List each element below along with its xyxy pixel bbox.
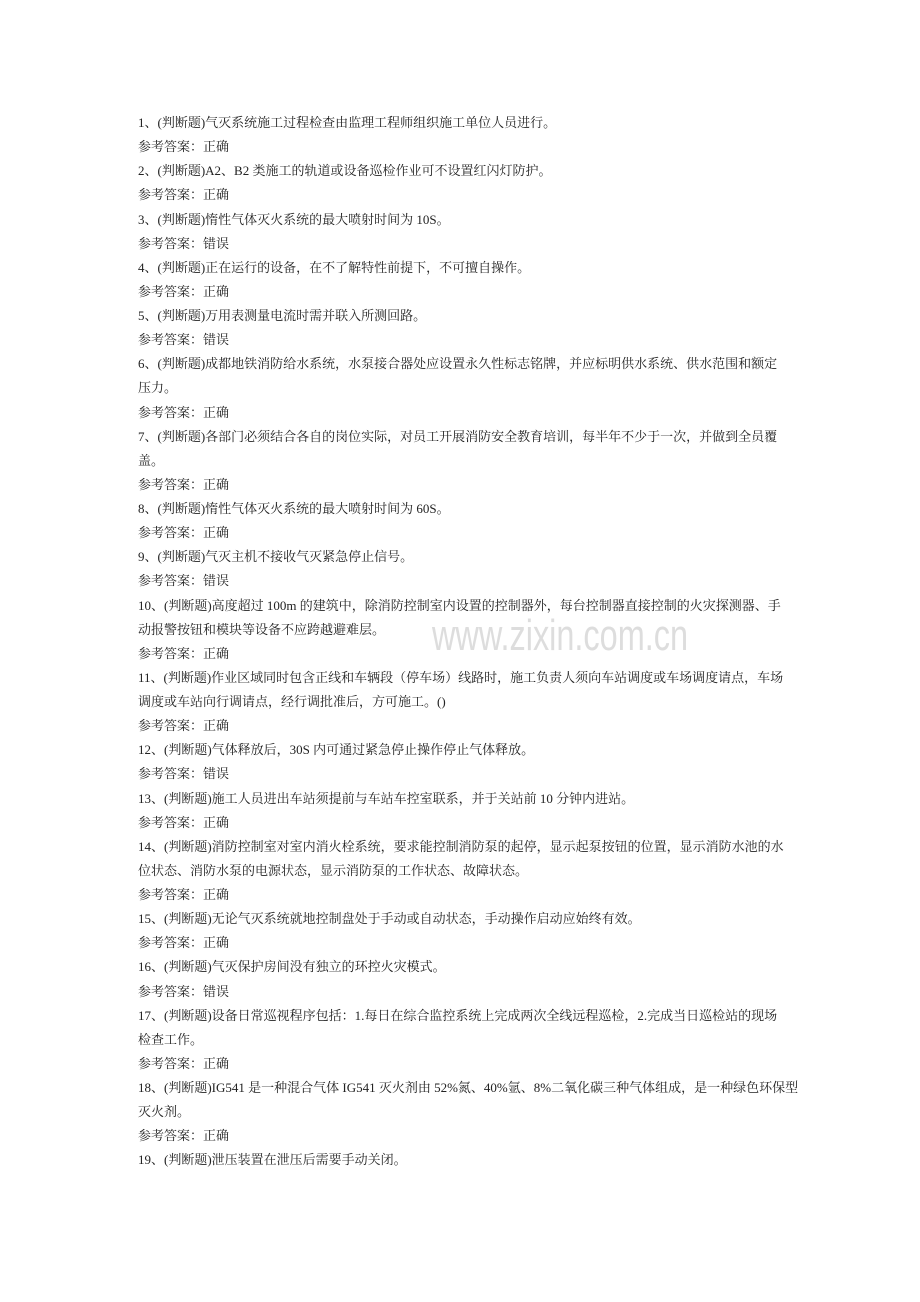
answer-line	[138, 642, 788, 666]
answer-label: 参考答案：	[138, 525, 204, 541]
answer-value: 正确	[203, 645, 230, 661]
answer-label: 参考答案：	[138, 187, 204, 203]
question-item	[138, 738, 788, 762]
answer-value: 错误	[203, 766, 230, 782]
answer-value: 正确	[203, 887, 230, 902]
question-text: 动报警按钮和模块等设备不应跨越避难层。	[138, 621, 386, 637]
answer-value: 正确	[203, 187, 230, 203]
question-text: 盖。	[138, 452, 165, 468]
answer-value: 正确	[203, 476, 230, 492]
answer-value: 正确	[203, 404, 230, 420]
answer-line	[138, 1124, 788, 1148]
question-text: 7、(判断题)各部门必须结合各自的岗位实际，对员工开展消防安全教育培训，每半年不少于一次，并做到全员覆	[138, 428, 778, 444]
answer-label: 参考答案：	[138, 935, 204, 951]
question-item	[138, 256, 788, 280]
question-item	[138, 1148, 788, 1172]
answer-line	[138, 762, 788, 786]
question-text: 4、(判断题)正在运行的设备，在不了解特性前提下，不可擅自操作。	[138, 259, 531, 275]
answer-label: 参考答案：	[138, 404, 204, 420]
question-item	[138, 835, 788, 883]
answer-label: 参考答案：	[138, 476, 204, 492]
question-text: 18、(判断题)IG541 是一种混合气体 IG541 灭火剂由 52%氮、40%氩、8%二氧化碳三种气体组成，是一种绿色环保型	[138, 1080, 799, 1095]
question-text: 13、(判断题)施工人员进出车站须提前与车站车控室联系，并于关站前 10 分钟内进站。	[138, 790, 635, 806]
question-item	[138, 1004, 788, 1052]
question-item	[138, 666, 788, 714]
answer-value: 正确	[203, 935, 230, 951]
answer-label: 参考答案：	[138, 235, 204, 251]
question-item	[138, 304, 788, 328]
answer-value: 错误	[203, 983, 230, 999]
question-item	[138, 425, 788, 473]
question-text: 15、(判断题)无论气灭系统就地控制盘处于手动或自动状态，手动操作启动应始终有效。	[138, 911, 641, 927]
answer-label: 参考答案：	[138, 1055, 204, 1071]
question-item	[138, 111, 788, 135]
answer-line	[138, 714, 788, 738]
answer-value: 正确	[203, 1128, 230, 1144]
answer-line	[138, 473, 788, 497]
question-text: 8、(判断题)惰性气体灭火系统的最大喷射时间为 60S。	[138, 501, 450, 516]
question-text: 10、(判断题)高度超过 100m 的建筑中，除消防控制室内设置的控制器外，每台控制器直接控制的火灾探测器、手	[138, 597, 781, 613]
question-text: 19、(判断题)泄压装置在泄压后需要手动关闭。	[138, 1152, 407, 1168]
answer-value: 正确	[203, 1055, 230, 1071]
answer-line	[138, 931, 788, 955]
answer-label: 参考答案：	[138, 983, 204, 999]
question-item	[138, 1076, 799, 1124]
question-text: 检查工作。	[138, 1031, 204, 1047]
answer-line	[138, 883, 788, 907]
answer-label: 参考答案：	[138, 645, 204, 661]
answer-line	[138, 183, 788, 207]
question-item	[138, 159, 788, 183]
answer-value: 错误	[203, 573, 230, 589]
question-item	[138, 787, 788, 811]
answer-line	[138, 569, 788, 593]
question-text: 位状态、消防水泵的电源状态，显示消防泵的工作状态、故障状态。	[138, 862, 529, 878]
document-page	[138, 111, 799, 1173]
watermark-text: www.zixin.com.cn	[431, 611, 688, 660]
answer-line	[138, 401, 788, 425]
answer-line	[138, 1052, 788, 1076]
question-text: 14、(判断题)消防控制室对室内消火栓系统，要求能控制消防泵的起停，显示起泵按钮的位置，显示消防水池的水	[138, 838, 784, 854]
question-text: 1、(判断题)气灭系统施工过程检查由监理工程师组织施工单位人员进行。	[138, 115, 557, 130]
question-text: 9、(判断题)气灭主机不接收气灭紧急停止信号。	[138, 549, 414, 565]
answer-label: 参考答案：	[138, 887, 204, 902]
question-text: 6、(判断题)成都地铁消防给水系统，水泵接合器处应设置永久性标志铭牌，并应标明供水系统、供水范围和额定	[138, 356, 778, 372]
question-text: 17、(判断题)设备日常巡视程序包括：1.每日在综合监控系统上完成两次全线远程巡检，2.完成当日巡检站的现场	[138, 1007, 778, 1023]
question-item	[138, 594, 788, 642]
answer-line	[138, 980, 788, 1004]
question-item	[138, 955, 788, 979]
answer-value: 正确	[203, 525, 230, 541]
answer-line	[138, 328, 788, 352]
question-item	[138, 208, 788, 232]
question-text: 灭火剂。	[138, 1104, 191, 1120]
answer-label: 参考答案：	[138, 573, 204, 589]
question-item	[138, 352, 788, 400]
answer-line	[138, 232, 788, 256]
answer-line	[138, 280, 788, 304]
answer-value: 错误	[203, 235, 230, 251]
answer-label: 参考答案：	[138, 332, 204, 348]
answer-label: 参考答案：	[138, 718, 204, 734]
answer-line	[138, 135, 788, 159]
question-text: 3、(判断题)惰性气体灭火系统的最大喷射时间为 10S。	[138, 211, 450, 227]
answer-value: 错误	[203, 332, 230, 348]
answer-line	[138, 811, 788, 835]
question-text: 16、(判断题)气灭保护房间没有独立的环控火灾模式。	[138, 959, 446, 975]
question-item	[138, 907, 788, 931]
question-text: 12、(判断题)气体释放后，30S 内可通过紧急停止操作停止气体释放。	[138, 742, 535, 758]
question-text: 5、(判断题)万用表测量电流时需并联入所测回路。	[138, 308, 427, 323]
answer-value: 正确	[203, 718, 230, 734]
answer-value: 正确	[203, 283, 230, 299]
question-item	[138, 497, 788, 521]
answer-label: 参考答案：	[138, 1128, 204, 1144]
answer-label: 参考答案：	[138, 814, 204, 830]
answer-label: 参考答案：	[138, 283, 204, 299]
answer-label: 参考答案：	[138, 139, 204, 155]
question-text: 压力。	[138, 380, 178, 396]
question-item	[138, 545, 788, 569]
answer-value: 正确	[203, 139, 230, 155]
answer-line	[138, 521, 788, 545]
question-text: 11、(判断题)作业区域同时包含正线和车辆段（停车场）线路时，施工负责人须向车站调度或车场调度请点，车场	[138, 669, 784, 685]
question-text: 2、(判断题)A2、B2 类施工的轨道或设备巡检作业可不设置红闪灯防护。	[138, 163, 552, 179]
answer-value: 正确	[203, 814, 230, 830]
question-text: 调度或车站向行调请点，经行调批准后，方可施工。()	[138, 694, 446, 709]
answer-label: 参考答案：	[138, 766, 204, 782]
